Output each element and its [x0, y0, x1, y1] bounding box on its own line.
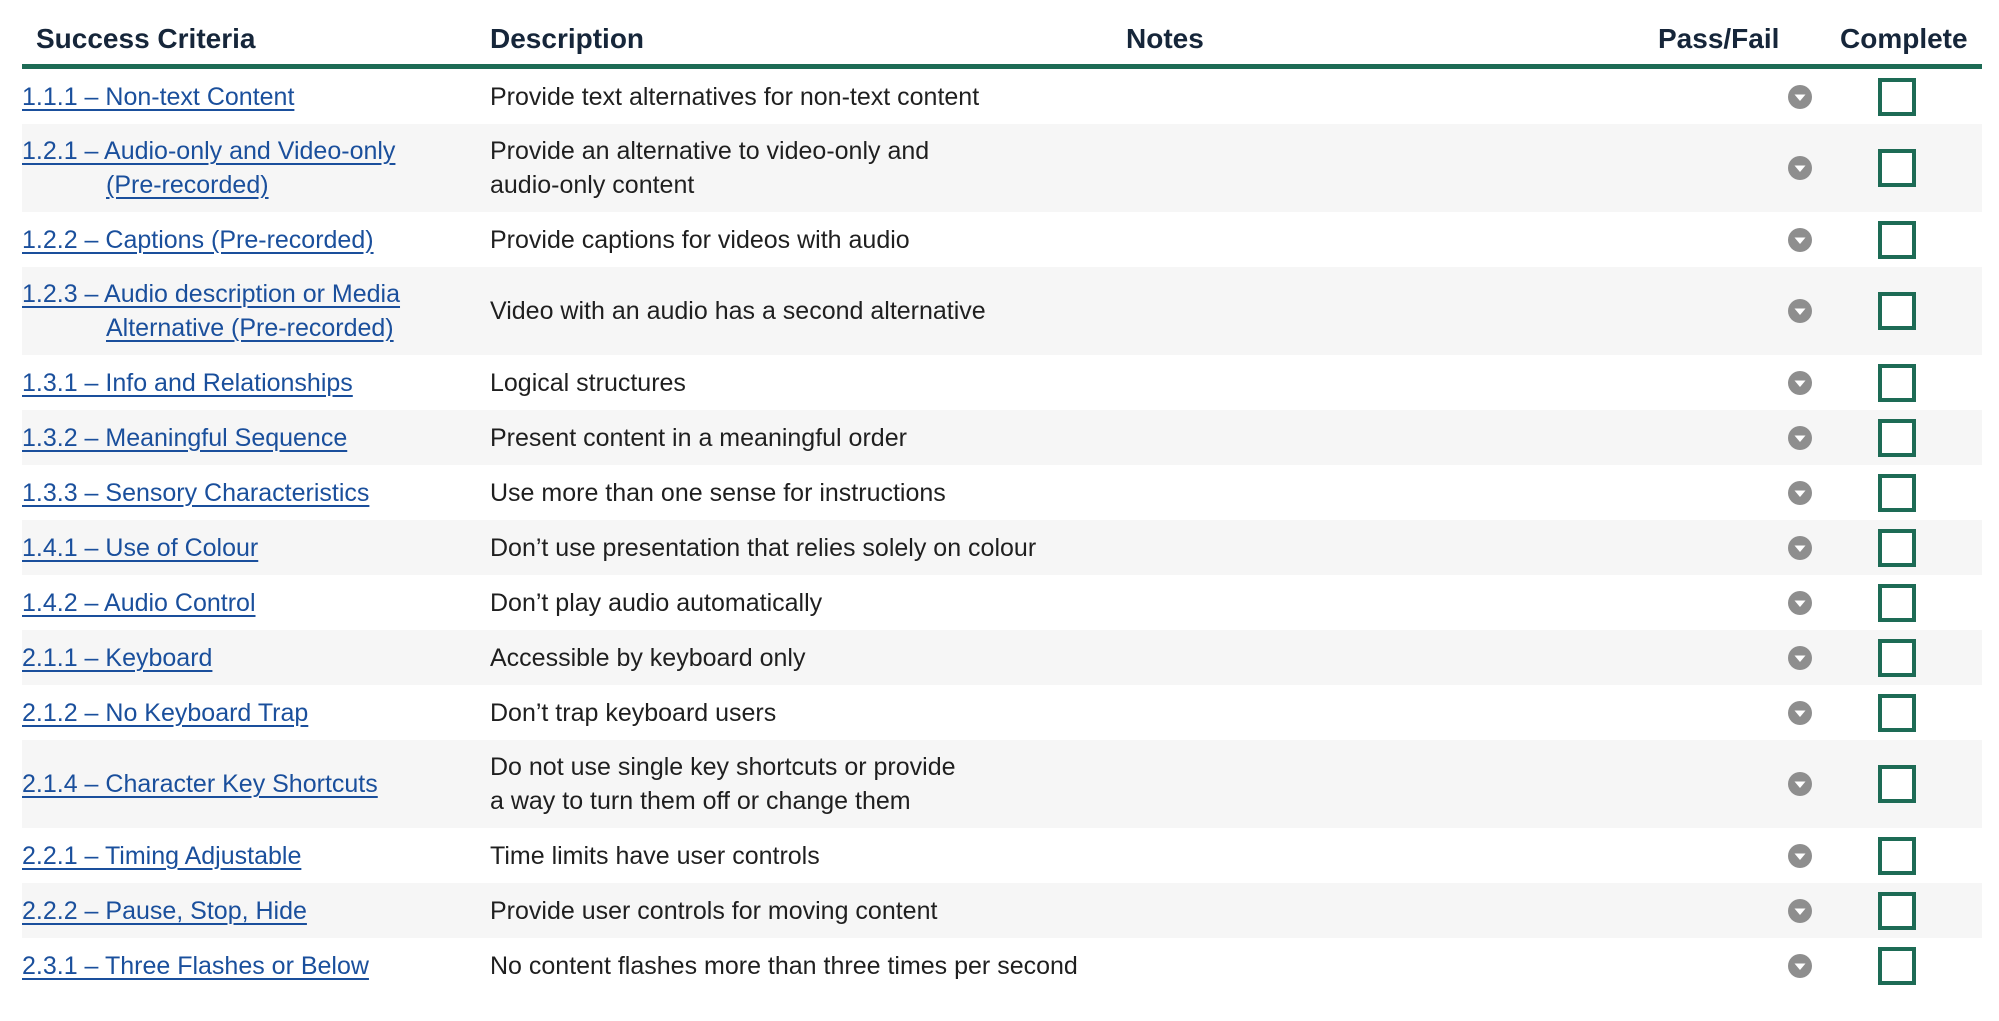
pass-fail-dropdown[interactable]: [1788, 954, 1812, 978]
cell-notes[interactable]: [1126, 685, 1636, 740]
pass-fail-dropdown[interactable]: [1788, 371, 1812, 395]
cell-complete: [1820, 883, 1982, 938]
cell-pass-fail: [1636, 685, 1820, 740]
success-criterion-link[interactable]: [22, 223, 466, 257]
table-row: [22, 630, 1982, 685]
success-criterion-link[interactable]: [22, 80, 466, 114]
cell-pass-fail: [1636, 410, 1820, 465]
cell-notes[interactable]: [1126, 465, 1636, 520]
table-row: [22, 520, 1982, 575]
cell-pass-fail: [1636, 355, 1820, 410]
cell-description: [466, 630, 1126, 685]
table-row: [22, 124, 1982, 212]
pass-fail-dropdown[interactable]: [1788, 85, 1812, 109]
cell-complete: [1820, 740, 1982, 828]
description-text: Logical structures: [490, 368, 686, 397]
cell-success-criterion: [22, 685, 466, 740]
success-criterion-link-text: 1.2.2 – Captions (Pre-recorded): [22, 225, 374, 254]
cell-success-criterion: [22, 355, 466, 410]
chevron-down-icon: [1788, 228, 1812, 252]
table-row: [22, 883, 1982, 938]
chevron-down-icon: [1788, 156, 1812, 180]
chevron-down-icon: [1788, 426, 1812, 450]
success-criterion-link[interactable]: [22, 134, 466, 202]
description-text: Provide an alternative to video-only and: [490, 137, 930, 165]
success-criterion-link[interactable]: [22, 949, 466, 983]
complete-checkbox[interactable]: [1878, 474, 1916, 512]
cell-pass-fail: [1636, 828, 1820, 883]
success-criterion-link[interactable]: [22, 366, 466, 400]
cell-pass-fail: [1636, 124, 1820, 212]
cell-complete: [1820, 67, 1982, 125]
complete-checkbox[interactable]: [1878, 149, 1916, 187]
success-criterion-link-text: 1.3.2 – Meaningful Sequence: [22, 423, 348, 452]
table-row: [22, 685, 1982, 740]
cell-complete: [1820, 410, 1982, 465]
cell-success-criterion: [22, 212, 466, 267]
wcag-checklist-table: [22, 14, 1982, 993]
pass-fail-dropdown[interactable]: [1788, 299, 1812, 323]
chevron-down-icon: [1788, 844, 1812, 868]
description-text: audio-only content: [490, 171, 695, 199]
cell-notes[interactable]: [1126, 212, 1636, 267]
cell-description: [466, 124, 1126, 212]
success-criterion-link[interactable]: [22, 839, 466, 873]
cell-complete: [1820, 124, 1982, 212]
header-description: Description: [466, 14, 1126, 67]
complete-checkbox[interactable]: [1878, 419, 1916, 457]
cell-description: [466, 465, 1126, 520]
cell-complete: [1820, 575, 1982, 630]
cell-description: [466, 267, 1126, 355]
cell-complete: [1820, 938, 1982, 993]
description-text: Don’t trap keyboard users: [490, 698, 777, 727]
complete-checkbox[interactable]: [1878, 584, 1916, 622]
success-criterion-link-text: (Pre-recorded): [106, 171, 269, 199]
complete-checkbox[interactable]: [1878, 221, 1916, 259]
complete-checkbox[interactable]: [1878, 837, 1916, 875]
cell-complete: [1820, 828, 1982, 883]
success-criterion-link[interactable]: [22, 531, 466, 565]
pass-fail-dropdown[interactable]: [1788, 591, 1812, 615]
cell-description: [466, 938, 1126, 993]
description-text: No content flashes more than three times per second: [490, 951, 1078, 980]
cell-pass-fail: [1636, 575, 1820, 630]
cell-success-criterion: [22, 828, 466, 883]
success-criterion-link-text: Alternative (Pre-recorded): [106, 314, 394, 342]
success-criterion-link[interactable]: [22, 586, 466, 620]
chevron-down-icon: [1788, 899, 1812, 923]
cell-description: [466, 355, 1126, 410]
success-criterion-link-text: 1.1.1 – Non-text Content: [22, 82, 295, 111]
table-row: [22, 267, 1982, 355]
cell-description: [466, 575, 1126, 630]
table-header: [22, 14, 1982, 67]
success-criterion-link-text: 2.1.1 – Keyboard: [22, 643, 213, 672]
success-criterion-link[interactable]: [22, 641, 466, 675]
success-criterion-link-text: 2.2.1 – Timing Adjustable: [22, 841, 302, 870]
complete-checkbox[interactable]: [1878, 639, 1916, 677]
complete-checkbox[interactable]: [1878, 892, 1916, 930]
cell-notes[interactable]: [1126, 883, 1636, 938]
success-criterion-link[interactable]: [22, 421, 466, 455]
success-criterion-link[interactable]: [22, 476, 466, 510]
chevron-down-icon: [1788, 85, 1812, 109]
success-criterion-link[interactable]: [22, 277, 466, 345]
cell-notes[interactable]: [1126, 520, 1636, 575]
cell-pass-fail: [1636, 67, 1820, 125]
complete-checkbox[interactable]: [1878, 765, 1916, 803]
cell-description: [466, 67, 1126, 125]
table-body: [22, 67, 1982, 994]
description-text: Provide captions for videos with audio: [490, 225, 910, 254]
header-notes: Notes: [1126, 14, 1636, 67]
cell-success-criterion: [22, 410, 466, 465]
cell-notes[interactable]: [1126, 124, 1636, 212]
cell-description: [466, 740, 1126, 828]
cell-success-criterion: [22, 740, 466, 828]
pass-fail-dropdown[interactable]: [1788, 772, 1812, 796]
pass-fail-dropdown[interactable]: [1788, 481, 1812, 505]
success-criterion-link-text: 1.3.1 – Info and Relationships: [22, 368, 353, 397]
description-text: Use more than one sense for instructions: [490, 478, 946, 507]
cell-success-criterion: [22, 938, 466, 993]
cell-description: [466, 212, 1126, 267]
table-row: [22, 355, 1982, 410]
success-criterion-link[interactable]: [22, 894, 466, 928]
cell-notes[interactable]: [1126, 267, 1636, 355]
pass-fail-dropdown[interactable]: [1788, 228, 1812, 252]
cell-pass-fail: [1636, 883, 1820, 938]
chevron-down-icon: [1788, 299, 1812, 323]
cell-pass-fail: [1636, 465, 1820, 520]
cell-complete: [1820, 520, 1982, 575]
success-criterion-link-text: 2.1.4 – Character Key Shortcuts: [22, 770, 378, 798]
table-row: [22, 938, 1982, 993]
cell-pass-fail: [1636, 267, 1820, 355]
cell-pass-fail: [1636, 740, 1820, 828]
complete-checkbox[interactable]: [1878, 947, 1916, 985]
cell-pass-fail: [1636, 212, 1820, 267]
success-criterion-link-text: 1.4.1 – Use of Colour: [22, 533, 259, 562]
chevron-down-icon: [1788, 536, 1812, 560]
pass-fail-dropdown[interactable]: [1788, 536, 1812, 560]
cell-description: [466, 828, 1126, 883]
success-criterion-link-text: 1.2.3 – Audio description or Media: [22, 280, 401, 308]
cell-success-criterion: [22, 465, 466, 520]
cell-success-criterion: [22, 267, 466, 355]
description-text: Provide text alternatives for non-text content: [490, 82, 980, 111]
table-row: [22, 465, 1982, 520]
cell-description: [466, 685, 1126, 740]
cell-pass-fail: [1636, 938, 1820, 993]
chevron-down-icon: [1788, 954, 1812, 978]
table-row: [22, 828, 1982, 883]
pass-fail-dropdown[interactable]: [1788, 844, 1812, 868]
description-text: Do not use single key shortcuts or provide: [490, 753, 956, 781]
table-row: [22, 67, 1982, 125]
cell-notes[interactable]: [1126, 410, 1636, 465]
chevron-down-icon: [1788, 772, 1812, 796]
complete-checkbox[interactable]: [1878, 78, 1916, 116]
chevron-down-icon: [1788, 481, 1812, 505]
cell-description: [466, 883, 1126, 938]
cell-notes[interactable]: [1126, 67, 1636, 125]
cell-complete: [1820, 212, 1982, 267]
cell-success-criterion: [22, 630, 466, 685]
chevron-down-icon: [1788, 371, 1812, 395]
description-text: Don’t play audio automatically: [490, 588, 823, 617]
pass-fail-dropdown[interactable]: [1788, 899, 1812, 923]
complete-checkbox[interactable]: [1878, 529, 1916, 567]
complete-checkbox[interactable]: [1878, 694, 1916, 732]
cell-success-criterion: [22, 883, 466, 938]
success-criterion-link[interactable]: [22, 696, 466, 730]
cell-success-criterion: [22, 575, 466, 630]
success-criterion-link-text: 1.2.1 – Audio-only and Video-only: [22, 137, 396, 165]
success-criterion-link-text: 1.3.3 – Sensory Characteristics: [22, 478, 370, 507]
cell-complete: [1820, 355, 1982, 410]
success-criterion-link-text: 2.3.1 – Three Flashes or Below: [22, 951, 369, 980]
table-row: [22, 410, 1982, 465]
cell-notes[interactable]: [1126, 938, 1636, 993]
description-text: Present content in a meaningful order: [490, 423, 907, 452]
description-text: a way to turn them off or change them: [490, 787, 911, 815]
description-text: Time limits have user controls: [490, 841, 820, 870]
chevron-down-icon: [1788, 701, 1812, 725]
success-criterion-link-text: 2.2.2 – Pause, Stop, Hide: [22, 896, 307, 925]
cell-notes[interactable]: [1126, 355, 1636, 410]
cell-complete: [1820, 685, 1982, 740]
cell-success-criterion: [22, 520, 466, 575]
header-pass-fail: Pass/Fail: [1636, 14, 1820, 67]
cell-notes[interactable]: [1126, 828, 1636, 883]
cell-success-criterion: [22, 124, 466, 212]
cell-notes[interactable]: [1126, 630, 1636, 685]
cell-pass-fail: [1636, 630, 1820, 685]
cell-success-criterion: [22, 67, 466, 125]
cell-notes[interactable]: [1126, 740, 1636, 828]
cell-description: [466, 520, 1126, 575]
cell-description: [466, 410, 1126, 465]
table-row: [22, 575, 1982, 630]
table-row: [22, 212, 1982, 267]
success-criterion-link-text: 2.1.2 – No Keyboard Trap: [22, 698, 309, 727]
header-complete: Complete: [1820, 14, 1982, 67]
cell-notes[interactable]: [1126, 575, 1636, 630]
complete-checkbox[interactable]: [1878, 364, 1916, 402]
table-row: [22, 740, 1982, 828]
cell-complete: [1820, 465, 1982, 520]
description-text: Video with an audio has a second alternative: [490, 297, 986, 325]
chevron-down-icon: [1788, 591, 1812, 615]
description-text: Accessible by keyboard only: [490, 643, 806, 672]
success-criterion-link[interactable]: [22, 767, 466, 801]
success-criterion-link-text: 1.4.2 – Audio Control: [22, 588, 256, 617]
pass-fail-dropdown[interactable]: [1788, 701, 1812, 725]
pass-fail-dropdown[interactable]: [1788, 646, 1812, 670]
pass-fail-dropdown[interactable]: [1788, 426, 1812, 450]
cell-pass-fail: [1636, 520, 1820, 575]
description-text: Provide user controls for moving content: [490, 896, 938, 925]
pass-fail-dropdown[interactable]: [1788, 156, 1812, 180]
header-success-criteria: Success Criteria: [22, 14, 466, 67]
complete-checkbox[interactable]: [1878, 292, 1916, 330]
header-row: [22, 14, 1982, 67]
chevron-down-icon: [1788, 646, 1812, 670]
cell-complete: [1820, 630, 1982, 685]
description-text: Don’t use presentation that relies solely on colour: [490, 533, 1037, 562]
cell-complete: [1820, 267, 1982, 355]
